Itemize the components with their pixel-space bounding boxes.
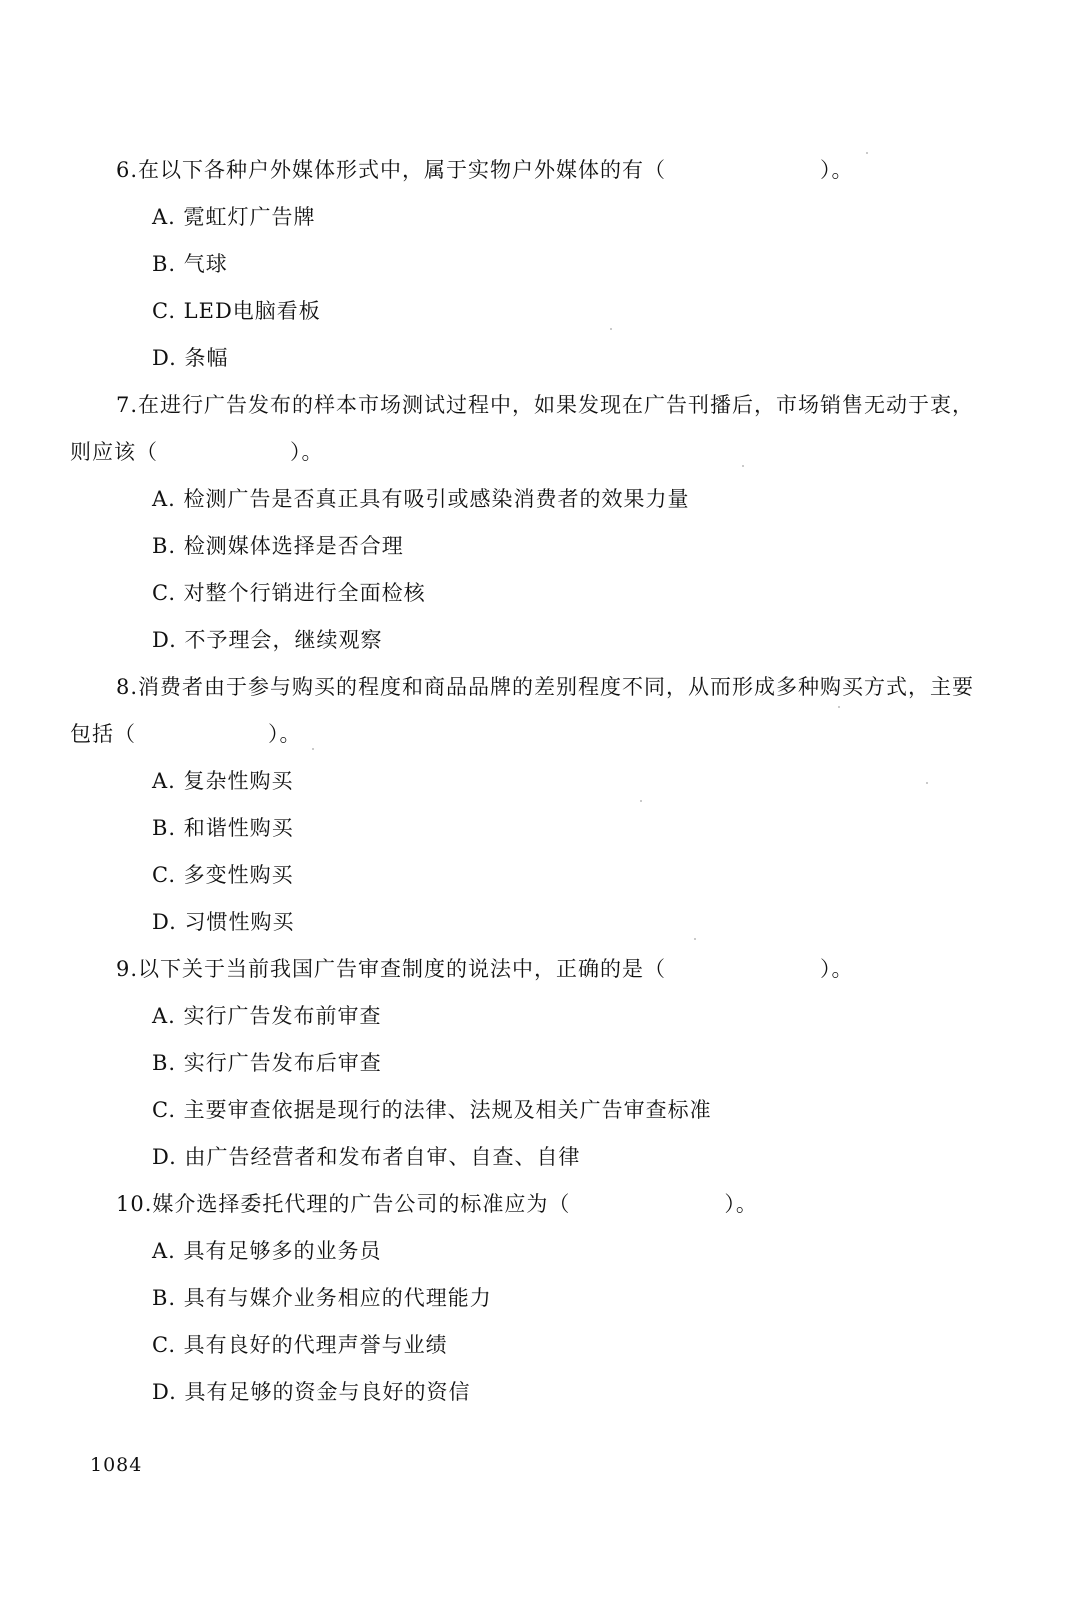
question-9-option-a: A. 实行广告发布前审查	[152, 1004, 382, 1028]
scan-speck	[610, 328, 612, 330]
scan-speck	[866, 152, 868, 154]
question-9-stem: 9.以下关于当前我国广告审查制度的说法中，正确的是（ ）。	[116, 957, 854, 981]
question-6-option-a: A. 霓虹灯广告牌	[152, 205, 316, 229]
question-10-option-b: B. 具有与媒介业务相应的代理能力	[152, 1286, 492, 1310]
question-8-stem-continued: 包括（ ）。	[70, 722, 302, 746]
question-6-option-d: D. 条幅	[152, 346, 229, 370]
scan-speck	[640, 800, 642, 802]
question-7-option-d: D. 不予理会，继续观察	[152, 628, 383, 652]
question-7-stem: 7.在进行广告发布的样本市场测试过程中，如果发现在广告刊播后，市场销售无动于衷，	[116, 393, 975, 417]
question-10-option-d: D. 具有足够的资金与良好的资信	[152, 1380, 471, 1404]
scan-speck	[838, 706, 840, 708]
question-7-option-a: A. 检测广告是否真正具有吸引或感染消费者的效果力量	[152, 487, 690, 511]
question-10-option-c: C. 具有良好的代理声誉与业绩	[152, 1333, 448, 1357]
question-8-option-c: C. 多变性购买	[152, 863, 294, 887]
question-9-option-c: C. 主要审查依据是现行的法律、法规及相关广告审查标准	[152, 1098, 712, 1122]
question-9-option-d: D. 由广告经营者和发布者自审、自查、自律	[152, 1145, 581, 1169]
question-7-option-b: B. 检测媒体选择是否合理	[152, 534, 404, 558]
question-6-stem: 6.在以下各种户外媒体形式中，属于实物户外媒体的有（ ）。	[116, 158, 854, 182]
question-10-stem: 10.媒介选择委托代理的广告公司的标准应为（ ）。	[116, 1192, 758, 1216]
question-8-stem: 8.消费者由于参与购买的程度和商品品牌的差别程度不同，从而形成多种购买方式，主要	[116, 675, 975, 699]
question-7-stem-continued: 则应该（ ）。	[70, 440, 324, 464]
question-8-option-b: B. 和谐性购买	[152, 816, 294, 840]
scan-speck	[926, 782, 928, 784]
question-7-option-c: C. 对整个行销进行全面检核	[152, 581, 426, 605]
question-10-option-a: A. 具有足够多的业务员	[152, 1239, 382, 1263]
question-9-option-b: B. 实行广告发布后审查	[152, 1051, 382, 1075]
scan-speck	[312, 748, 314, 750]
scan-speck	[742, 465, 744, 467]
question-6-option-b: B. 气球	[152, 252, 228, 276]
question-8-option-d: D. 习惯性购买	[152, 910, 295, 934]
page-number: 1084	[90, 1454, 143, 1476]
question-8-option-a: A. 复杂性购买	[152, 769, 294, 793]
scan-speck	[694, 938, 696, 940]
question-6-option-c: C. LED电脑看板	[152, 299, 321, 323]
